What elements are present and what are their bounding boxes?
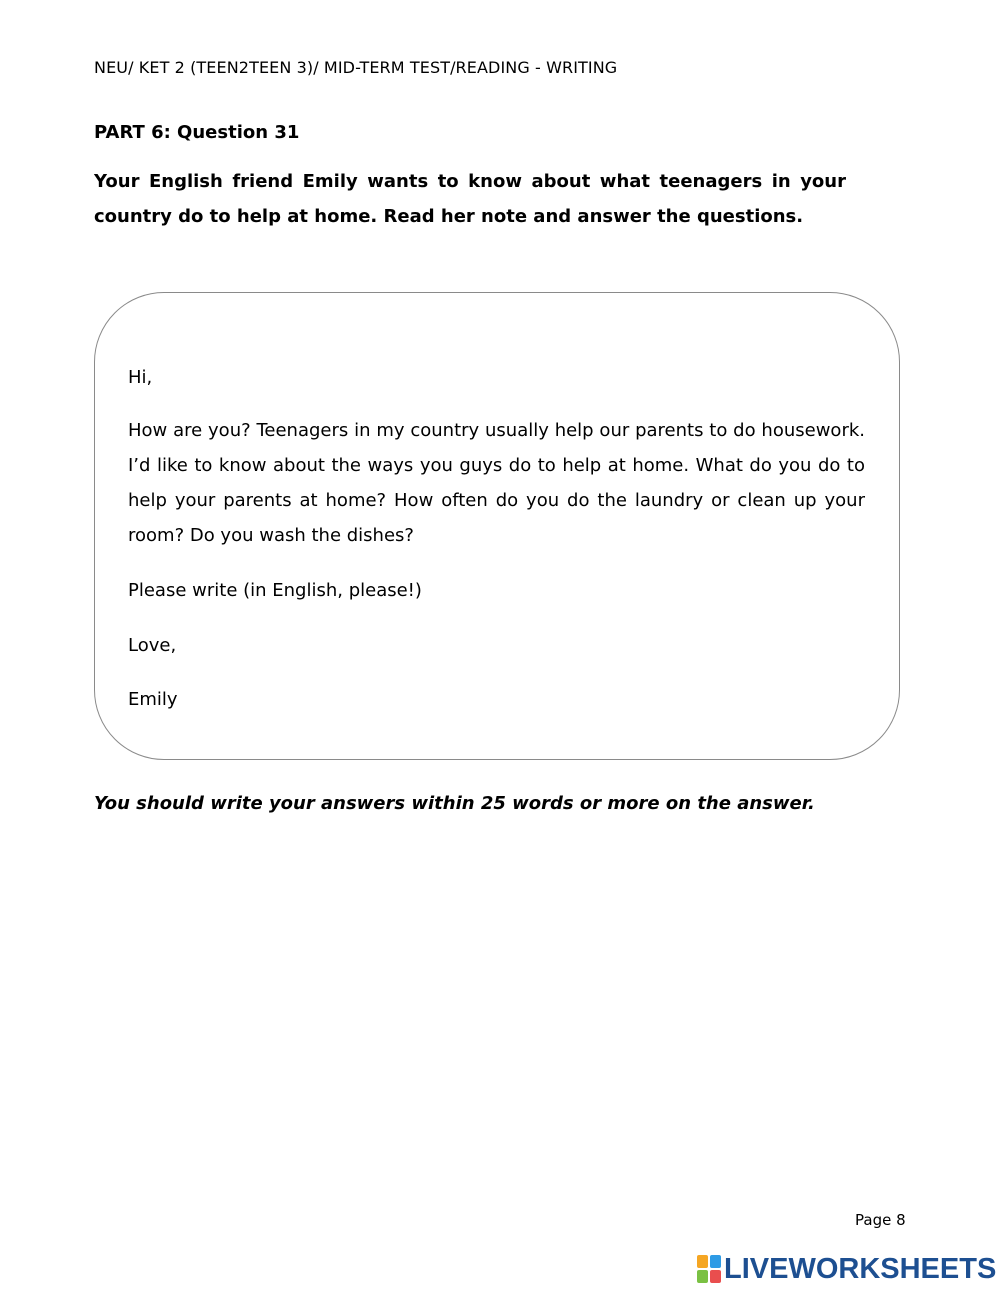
- liveworksheets-logo-icon: [697, 1255, 721, 1283]
- logo-square-3: [697, 1270, 708, 1283]
- note-greeting: Hi,: [128, 367, 153, 388]
- logo-square-2: [710, 1255, 721, 1268]
- page-number: Page 8: [855, 1211, 906, 1229]
- note-closing: Love,: [128, 635, 177, 656]
- logo-square-1: [697, 1255, 708, 1268]
- word-count-footnote: You should write your answers within 25 words or more on the answer.: [94, 793, 815, 814]
- note-body: How are you? Teenagers in my country usually help our parents to do housework. I’d like to know about the ways you guys do to help at home. What do you do to help your parents at home? How often do you do the laundry or clean up your room? Do you wash the dishes?: [128, 420, 865, 546]
- logo-square-4: [710, 1270, 721, 1283]
- document-header: NEU/ KET 2 (TEEN2TEEN 3)/ MID-TERM TEST/READING - WRITING: [94, 58, 618, 77]
- part-title: PART 6: Question 31: [94, 122, 300, 143]
- brand-name: LIVEWORKSHEETS: [724, 1253, 997, 1285]
- task-instruction: Your English friend Emily wants to know about what teenagers in your country do to help at home. Read her note and answer the questions.: [94, 171, 846, 227]
- liveworksheets-brand: [697, 1252, 996, 1286]
- note-signature: Emily: [128, 689, 178, 710]
- note-request: Please write (in English, please!): [128, 580, 422, 601]
